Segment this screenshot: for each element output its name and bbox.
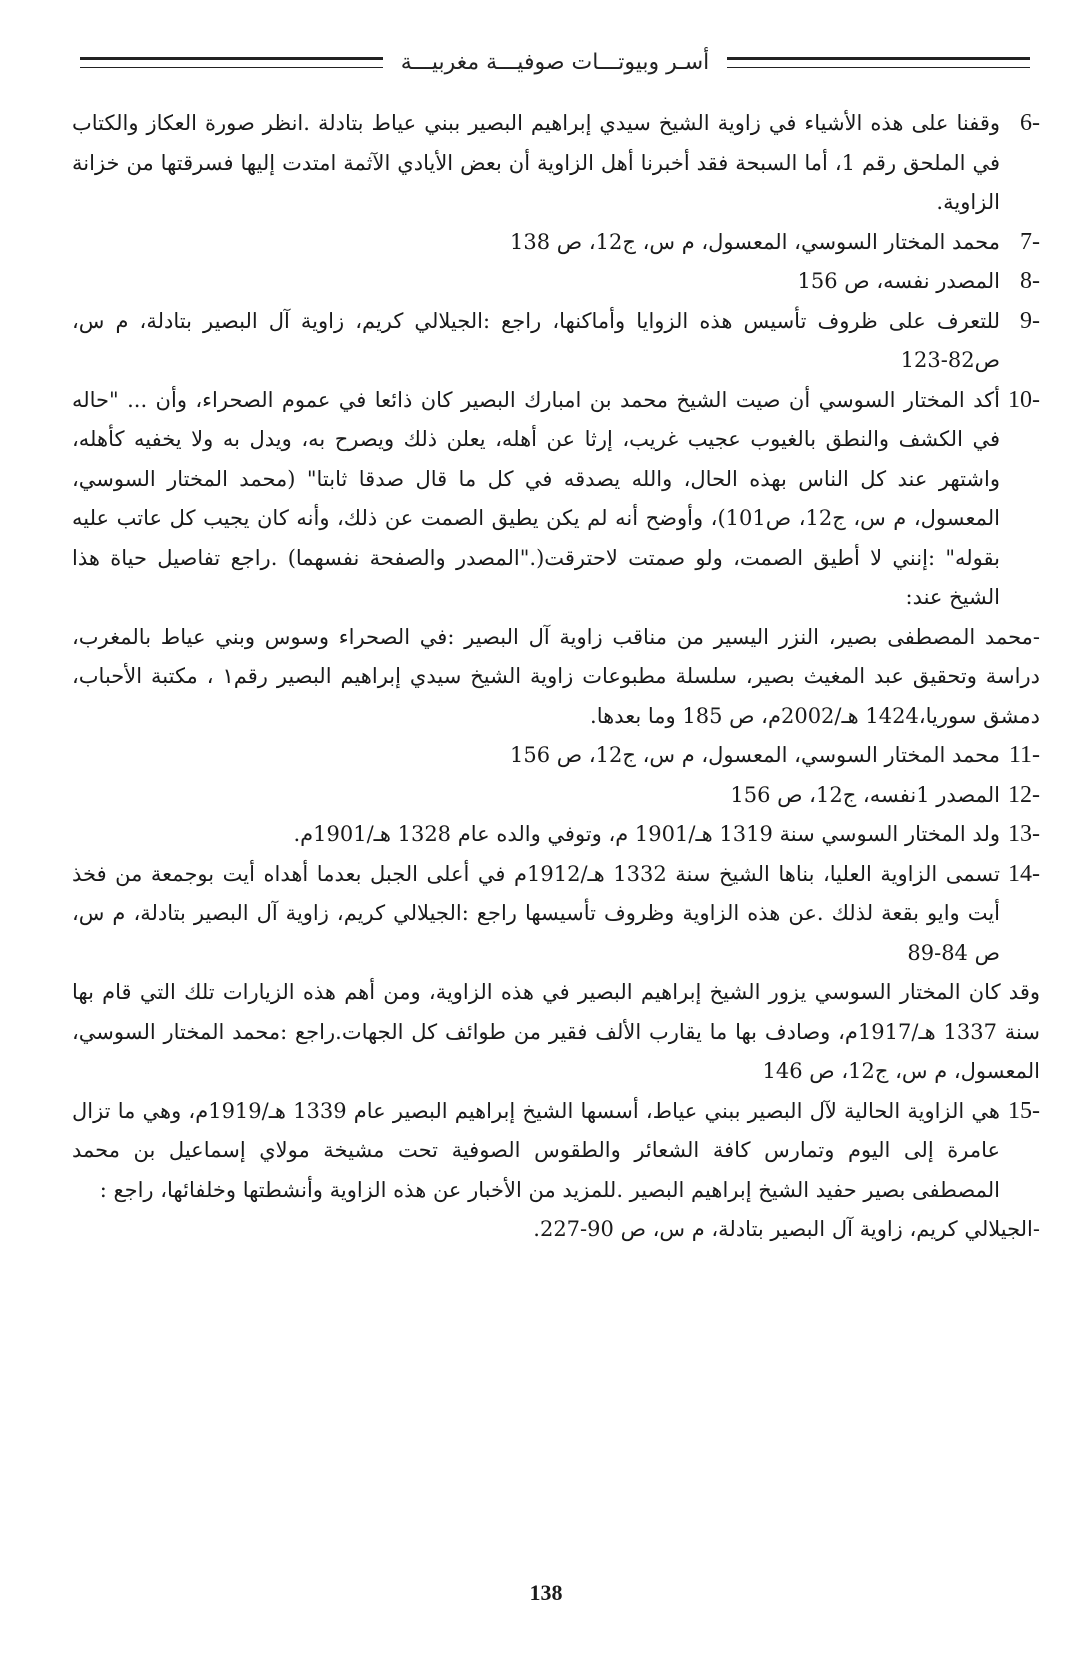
footnote-text: محمد المختار السوسي، المعسول، م س، ج12، ص 138 [510, 229, 1000, 254]
running-header [80, 42, 1030, 82]
footnote-number: -6 [1020, 110, 1040, 136]
footnote-text: محمد المختار السوسي، المعسول، م س، ج12، ص 156 [510, 743, 1000, 767]
footnote-number: -14 [1008, 860, 1040, 887]
footnote-text: المصدر 1نفسه، ج12، ص 156 [730, 782, 1000, 807]
footnote-text: ولد المختار السوسي سنة 1319 هـ/1901 م، وتوفي والده عام 1328 هـ/1901م. [293, 822, 1000, 846]
footnote-text: هي الزاوية الحالية لآل البصير ببني عياط، أسسها الشيخ إبراهيم البصير عام 1339 هـ/1919م، وهي ما تزال عامرة إلى اليوم وتمارس كافة الشعائر والطقوس الصوفية تحت مشيخة مولاي إسماعيل بن محمد المصطفى بصير حفيد الشيخ إبراهيم البصير .للمزيد من الأخبار عن هذه الزاوية وأنشطتها وخلفائها، راجع : [72, 1098, 1000, 1202]
footnote-text: المصدر نفسه، ص 156 [797, 269, 1000, 293]
footnote-text: وقفنا على هذه الأشياء في زاوية الشيخ سيدي إبراهيم البصير ببني عياط بتادلة .انظر صورة العكاز والكتاب في الملحق رقم 1، أما السبحة فقد أخبرنا أهل الزاوية أن بعض الأيادي الآثمة امتدت إليها فسرقتها من خزانة الزاوية. [72, 111, 1000, 214]
header-rule-right [727, 57, 1030, 68]
footnote-11 [72, 736, 1040, 776]
footnote-number: -15 [1008, 1097, 1040, 1124]
footnote-13 [72, 815, 1040, 855]
footnote-14-continuation: وقد كان المختار السوسي يزور الشيخ إبراهيم البصير في هذه الزاوية، ومن أهم هذه الزيارات تلك التي قام بها سنة 1337 هـ/1917م، وصادف بها ما يقارب الألف فقير من طوائف كل الجهات.راجع :محمد المختار السوسي، المعسول، م س، ج12، ص 146 [72, 980, 1040, 1083]
footnote-9 [72, 302, 1040, 381]
footnote-text: تسمى الزاوية العليا، بناها الشيخ سنة 1332 هـ/1912م في أعلى الجبل بعدما أهداه أيت بوجمعة من فخذ أيت وايو بقعة لذلك .عن هذه الزاوية وظروف تأسيسها راجع :الجيلالي كريم، زاوية آل البصير بتادلة، م س، ص 84-89 [72, 861, 1000, 965]
footnote-15-citation: -الجيلالي كريم، زاوية آل البصير بتادلة، م س، ص 90-227. [533, 1217, 1040, 1241]
footnote-15 [72, 1092, 1040, 1211]
footnote-14 [72, 855, 1040, 974]
footnote-number: -10 [1008, 386, 1040, 413]
footnote-number: -9 [1020, 307, 1040, 334]
header-title: أسـر وبيوتـــات صوفيـــة مغربيـــة [400, 49, 710, 75]
footnote-number: -11 [1008, 742, 1040, 768]
footnote-number: -7 [1020, 228, 1040, 255]
footnotes-body [72, 104, 1040, 1250]
footnote-text: للتعرف على ظروف تأسيس هذه الزوايا وأماكنها، راجع :الجيلالي كريم، زاوية آل البصير بتادلة، م س، ص82-123 [72, 308, 1000, 372]
page-number: 138 [529, 1580, 563, 1605]
footnote-6 [72, 104, 1040, 223]
footnote-8 [72, 262, 1040, 302]
footnote-7 [72, 223, 1040, 263]
footnote-text: أكد المختار السوسي أن صيت الشيخ محمد بن امبارك البصير كان ذائعا في عموم الصحراء، وأن ... "حاله في الكشف والنطق بالغيوب عجيب غريب، إرثا عن أهله، يعلن ذلك ويصرح به، ويدل به ولا يخفيه كأهله، واشتهر عند كل الناس بهذه الحال، والله يصدقه في كل ما قال صدقا ثابتا" (محمد المختار السوسي، المعسول، م س، ج12، ص101)، وأوضح أنه لم يكن يطيق الصمت عن ذلك، وأنه كان يجيب كل عاتب عليه بقوله" :إنني لا أطيق الصمت، ولو صمتت لاحترقت(."المصدر والصفحة نفسهما) .راجع تفاصيل حياة هذا الشيخ عند: [72, 387, 1000, 609]
header-rule-left [80, 57, 383, 68]
footnote-10 [72, 381, 1040, 618]
footnote-number: -8 [1020, 268, 1040, 294]
footnote-number: -13 [1008, 821, 1040, 847]
footnote-number: -12 [1008, 781, 1040, 808]
footnote-10-citation: -محمد المصطفى بصير، النزر اليسير من مناقب زاوية آل البصير :في الصحراء وسوس وبني عياط بالمغرب، دراسة وتحقيق عبد المغيث بصير، سلسلة مطبوعات زاوية الشيخ سيدي إبراهيم البصير رقم١ ، مكتبة الأحباب، دمشق سوريا،1424 هـ/2002م، ص 185 وما بعدها. [72, 624, 1040, 728]
footnote-12 [72, 776, 1040, 816]
